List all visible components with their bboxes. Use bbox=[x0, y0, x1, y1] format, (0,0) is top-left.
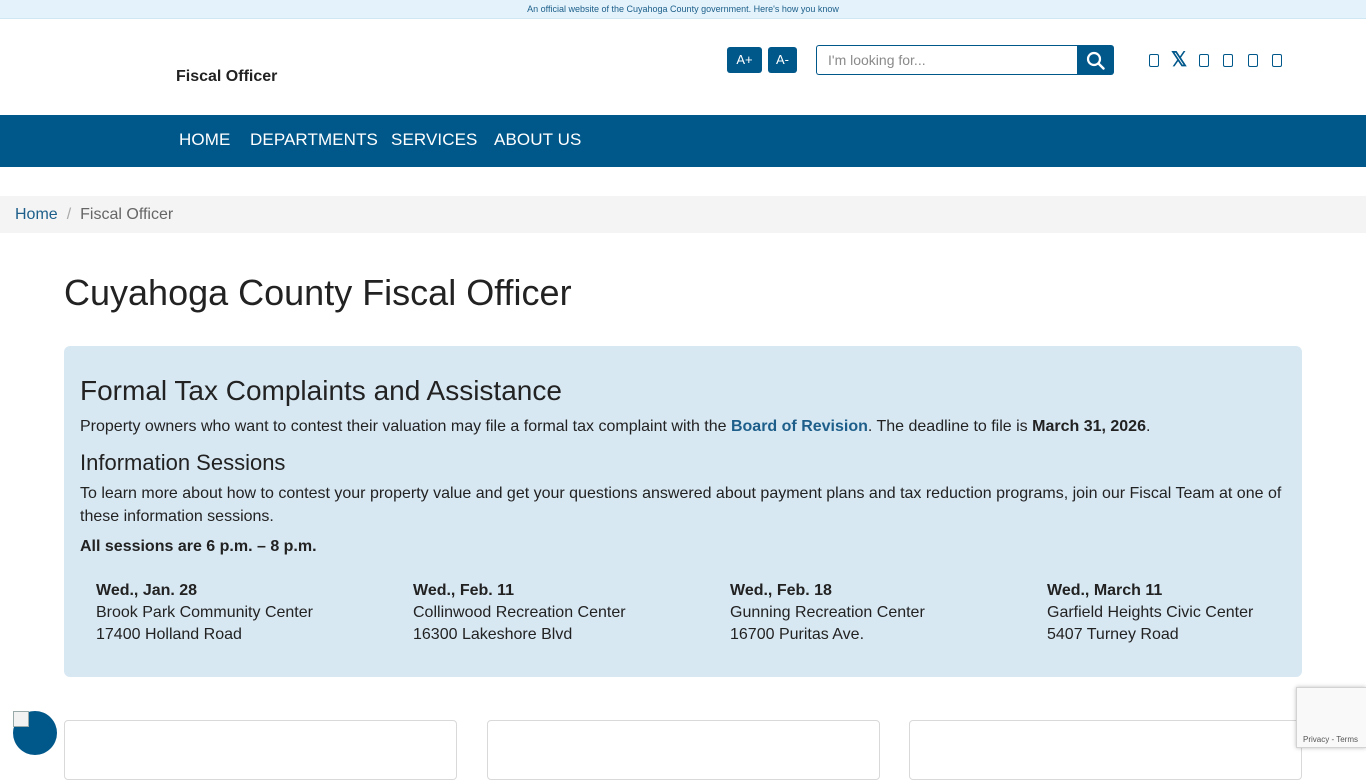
search-button[interactable] bbox=[1077, 45, 1114, 75]
session-date: Wed., Jan. 28 bbox=[96, 582, 198, 599]
official-website-banner[interactable]: An official website of the Cuyahoga County government. Here's how you know bbox=[0, 0, 1366, 19]
session-item bbox=[96, 580, 396, 646]
session-address: 5407 Turney Road bbox=[1047, 626, 1179, 643]
notice-heading: Formal Tax Complaints and Assistance bbox=[80, 375, 562, 406]
session-location: Collinwood Recreation Center bbox=[413, 604, 626, 621]
session-address: 16300 Lakeshore Blvd bbox=[413, 626, 573, 643]
site-header bbox=[0, 19, 1366, 115]
notice-intro-text-2: . The deadline to file is bbox=[867, 418, 1033, 435]
breadcrumb-current: Fiscal Officer bbox=[80, 206, 174, 223]
tax-complaint-notice bbox=[64, 346, 1302, 677]
recaptcha-separator: - bbox=[1329, 735, 1337, 744]
breadcrumb-home-link[interactable]: Home bbox=[15, 206, 58, 223]
search-input[interactable] bbox=[816, 45, 1078, 75]
notice-intro-text: Property owners who want to contest their valuation may file a formal tax complaint with the bbox=[80, 418, 731, 435]
search-icon bbox=[1086, 51, 1105, 70]
email-icon[interactable] bbox=[1269, 49, 1285, 71]
instagram-icon[interactable] bbox=[1196, 49, 1212, 71]
recaptcha-links bbox=[1303, 735, 1358, 744]
session-item bbox=[730, 580, 1030, 646]
session-date: Wed., Feb. 11 bbox=[413, 582, 515, 599]
accessibility-icon bbox=[13, 711, 29, 727]
board-of-revision-link[interactable]: Board of Revision bbox=[730, 418, 868, 435]
breadcrumb bbox=[0, 196, 1366, 233]
session-location: Gunning Recreation Center bbox=[730, 604, 925, 621]
font-decrease-button[interactable]: A- bbox=[768, 47, 797, 73]
notice-intro-end: . bbox=[1145, 418, 1151, 435]
session-location: Garfield Heights Civic Center bbox=[1047, 604, 1254, 621]
session-item bbox=[1047, 580, 1347, 646]
nav-item-services[interactable]: SERVICES bbox=[391, 130, 478, 149]
session-address: 16700 Puritas Ave. bbox=[730, 626, 865, 643]
main-navigation bbox=[0, 115, 1366, 167]
accessibility-widget-button[interactable] bbox=[13, 711, 57, 755]
deadline-date: March 31, 2026 bbox=[1032, 418, 1146, 435]
session-location: Brook Park Community Center bbox=[96, 604, 313, 621]
search-form bbox=[816, 45, 1114, 75]
youtube-icon[interactable] bbox=[1245, 49, 1261, 71]
session-address: 17400 Holland Road bbox=[96, 626, 242, 643]
x-icon[interactable]: 𝕏 bbox=[1171, 49, 1188, 71]
notice-intro bbox=[80, 418, 1290, 436]
recaptcha-privacy-link[interactable]: Privacy bbox=[1303, 735, 1330, 744]
session-date: Wed., March 11 bbox=[1047, 582, 1163, 599]
font-increase-button[interactable]: A+ bbox=[727, 47, 762, 73]
facebook-icon[interactable] bbox=[1146, 49, 1162, 71]
nav-item-about-us[interactable]: ABOUT US bbox=[494, 130, 582, 149]
sessions-description: To learn more about how to contest your property value and get your questions answered about payment plans and tax reduction programs, join our Fiscal Team at one of these information sessions. bbox=[80, 485, 1282, 525]
service-card[interactable] bbox=[487, 720, 880, 780]
site-brand[interactable]: Fiscal Officer bbox=[176, 68, 278, 85]
page-title: Cuyahoga County Fiscal Officer bbox=[64, 272, 572, 313]
recaptcha-badge bbox=[1296, 687, 1366, 748]
sessions-heading: Information Sessions bbox=[80, 450, 286, 475]
linkedin-icon[interactable] bbox=[1220, 49, 1236, 71]
recaptcha-terms-link[interactable]: Terms bbox=[1336, 735, 1358, 744]
service-card[interactable] bbox=[64, 720, 457, 780]
nav-item-home[interactable]: HOME bbox=[179, 130, 231, 149]
session-date: Wed., Feb. 18 bbox=[730, 582, 832, 599]
breadcrumb-separator: / bbox=[66, 206, 72, 223]
session-item bbox=[413, 580, 713, 646]
nav-item-departments[interactable]: DEPARTMENTS bbox=[250, 130, 378, 149]
service-card[interactable] bbox=[909, 720, 1302, 780]
sessions-time: All sessions are 6 p.m. – 8 p.m. bbox=[80, 538, 317, 555]
